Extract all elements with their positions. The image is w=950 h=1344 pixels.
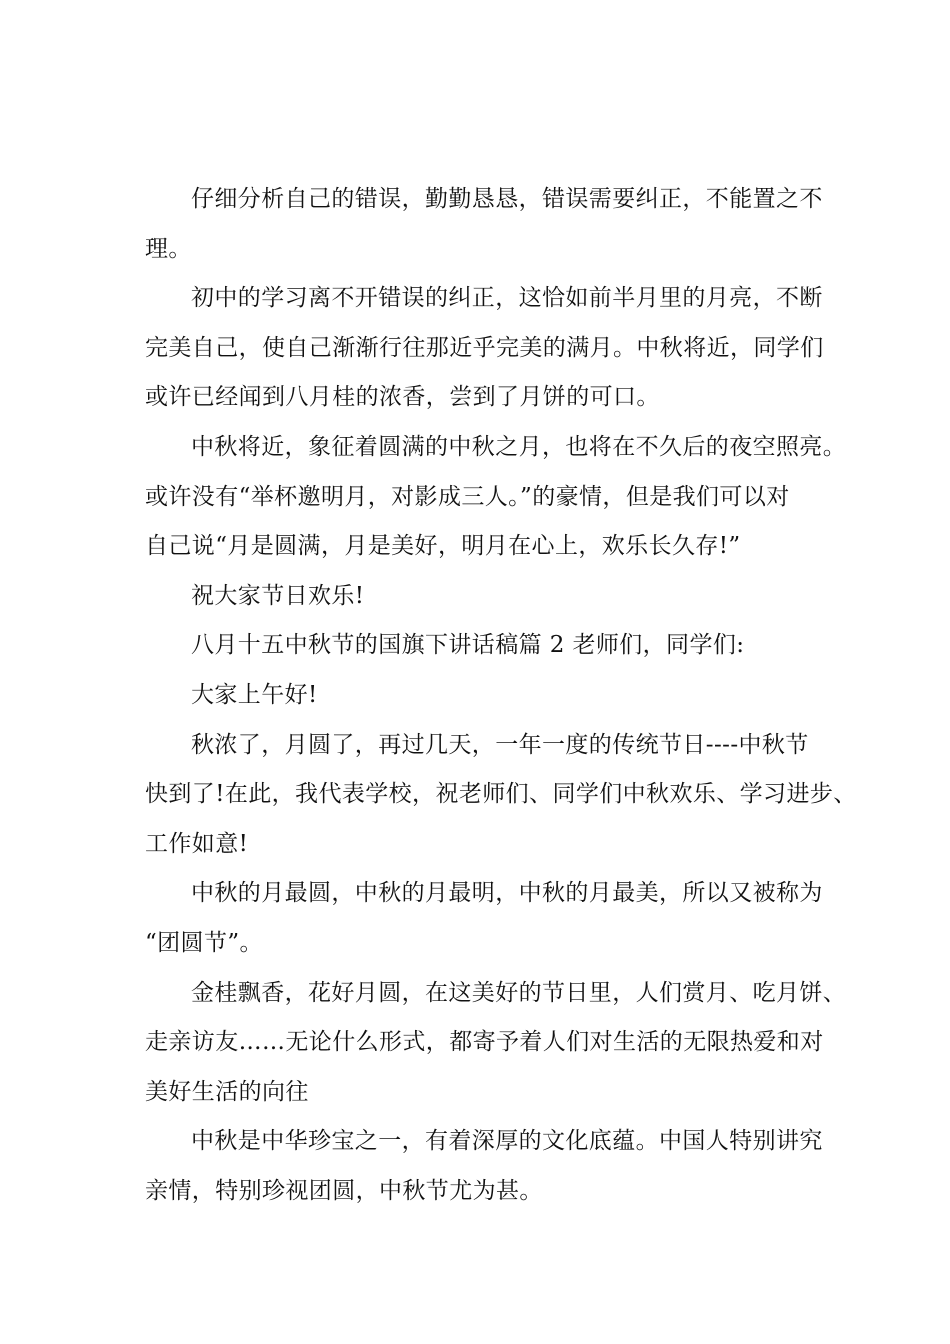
text-line: 或许已经闻到八月桂的浓香，尝到了月饼的可口。 (145, 384, 660, 411)
text-line: 金桂飘香，花好月圆，在这美好的节日里，人们赏月、吃月饼、 (191, 979, 847, 1006)
text-line: 中秋的月最圆，中秋的月最明，中秋的月最美，所以又被称为 (191, 880, 823, 907)
text-line: 初中的学习离不开错误的纠正，这恰如前半月里的月亮，不断 (191, 285, 823, 312)
text-line: 完美自己，使自己渐渐行往那近乎完美的满月。中秋将近，同学们 (145, 334, 824, 361)
text-line: 中秋将近，象征着圆满的中秋之月，也将在不久后的夜空照亮。 (191, 433, 847, 460)
text-line: 亲情，特别珍视团圆，中秋节尤为甚。 (145, 1177, 543, 1204)
text-line: 自己说“月是圆满，月是美好，明月在心上，欢乐长久存!” (145, 533, 741, 560)
text-line: 祝大家节日欢乐! (191, 582, 365, 609)
text-line: 工作如意! (145, 830, 249, 857)
text-line: 快到了!在此，我代表学校，祝老师们、同学们中秋欢乐、学习进步、 (145, 781, 857, 808)
text-line: 秋浓了，月圆了，再过几天，一年一度的传统节日----中秋节 (191, 731, 809, 758)
text-line: 美好生活的向往 (145, 1078, 309, 1105)
text-line: 理。 (145, 235, 192, 262)
text-line: 走亲访友……无论什么形式，都寄予着人们对生活的无限热爱和对 (145, 1029, 824, 1056)
text-line: 仔细分析自己的错误，勤勤恳恳，错误需要纠正，不能置之不 (191, 186, 823, 212)
text-line: “团圆节”。 (145, 929, 263, 956)
text-line: 八月十五中秋节的国旗下讲话稿篇 2 老师们，同学们: (191, 632, 745, 659)
text-line: 或许没有“举杯邀明月，对影成三人。”的豪情，但是我们可以对 (145, 483, 790, 510)
text-line: 大家上午好! (191, 681, 318, 708)
text-line: 中秋是中华珍宝之一，有着深厚的文化底蕴。中国人特别讲究 (191, 1128, 823, 1155)
document-body (145, 175, 857, 1216)
